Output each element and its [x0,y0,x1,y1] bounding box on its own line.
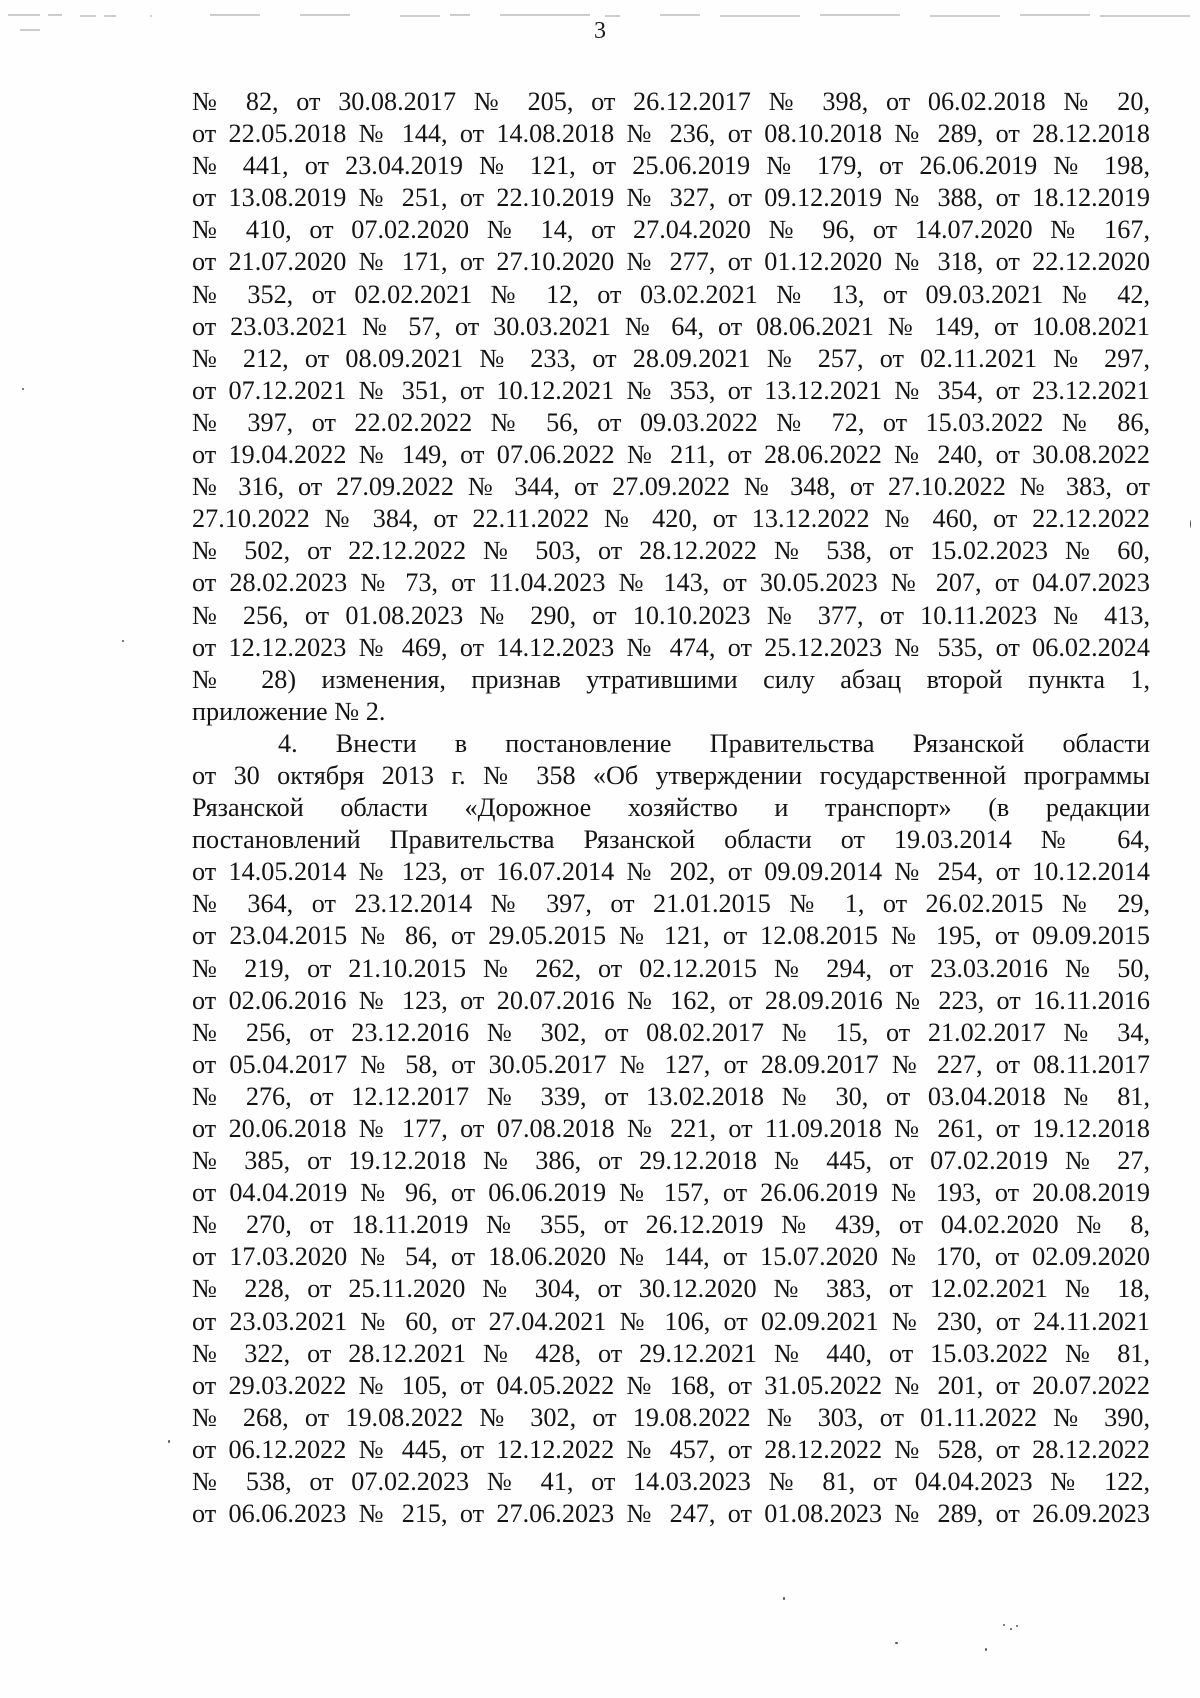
paragraph [192,86,1150,728]
text-line: приложение № 2. [192,696,386,726]
scan-artifact [122,640,124,642]
text-line: от 05.04.2017 № 58, от 30.05.2017 № 127, от 28.09.2017 № 227, от 08.11.2017 [192,1049,1150,1079]
text-line: от 13.08.2019 № 251, от 22.10.2019 № 327, от 09.12.2019 № 388, от 18.12.2019 [192,183,1150,213]
document-body [192,86,1150,1530]
text-line: № 28) изменения, признав утратившими силу абзац второй пункта 1, [192,664,1150,694]
scan-artifact [895,1642,898,1644]
text-line: № 228, от 25.11.2020 № 304, от 30.12.2020 № 383, от 12.02.2021 № 18, [192,1274,1150,1304]
text-line: от 23.03.2021 № 60, от 27.04.2021 № 106, от 02.09.2021 № 230, от 24.11.2021 [192,1306,1150,1336]
text-line: от 28.02.2023 № 73, от 11.04.2023 № 143, от 30.05.2023 № 207, от 04.07.2023 [192,568,1150,598]
scan-artifact [985,1648,987,1651]
text-line: 4. Внести в постановление Правительства Рязанской области [278,728,1150,758]
page-number: 3 [594,18,606,44]
text-line: № 212, от 08.09.2021 № 233, от 28.09.2021 № 257, от 02.11.2021 № 297, [192,343,1150,373]
scan-artifact [168,1440,170,1443]
scan-artifact [1016,1625,1018,1627]
text-line: от 29.03.2022 № 105, от 04.05.2022 № 168, от 31.05.2022 № 201, от 20.07.2022 [192,1370,1150,1400]
text-line: № 352, от 02.02.2021 № 12, от 03.02.2021 № 13, от 09.03.2021 № 42, [192,279,1150,309]
text-line: от 07.12.2021 № 351, от 10.12.2021 № 353, от 13.12.2021 № 354, от 23.12.2021 [192,375,1150,405]
text-line: № 270, от 18.11.2019 № 355, от 26.12.2019 № 439, от 04.02.2020 № 8, [192,1210,1150,1240]
text-line: от 17.03.2020 № 54, от 18.06.2020 № 144, от 15.07.2020 № 170, от 02.09.2020 [192,1242,1150,1272]
text-line: от 12.12.2023 № 469, от 14.12.2023 № 474, от 25.12.2023 № 535, от 06.02.2024 [192,632,1150,662]
text-line: № 441, от 23.04.2019 № 121, от 25.06.2019 № 179, от 26.06.2019 № 198, [192,151,1150,181]
text-line: № 256, от 01.08.2023 № 290, от 10.10.2023 № 377, от 10.11.2023 № 413, [192,600,1150,630]
text-line: № 276, от 12.12.2017 № 339, от 13.02.2018 № 30, от 03.04.2018 № 81, [192,1081,1150,1111]
text-line: от 04.04.2019 № 96, от 06.06.2019 № 157, от 26.06.2019 № 193, от 20.08.2019 [192,1178,1150,1208]
text-line: № 385, от 19.12.2018 № 386, от 29.12.2018 № 445, от 07.02.2019 № 27, [192,1146,1150,1176]
text-line: Рязанской области «Дорожное хозяйство и транспорт» (в редакции [192,793,1150,823]
scan-artifact [1190,520,1191,528]
text-line: № 502, от 22.12.2022 № 503, от 28.12.2022 № 538, от 15.02.2023 № 60, [192,536,1150,566]
text-line: № 364, от 23.12.2014 № 397, от 21.01.2015 № 1, от 26.02.2015 № 29, [192,889,1150,919]
paragraph [192,728,1150,1530]
text-line: № 397, от 22.02.2022 № 56, от 09.03.2022 № 72, от 15.03.2022 № 86, [192,407,1150,437]
text-line: от 22.05.2018 № 144, от 14.08.2018 № 236, от 08.10.2018 № 289, от 28.12.2018 [192,119,1150,149]
text-line: от 21.07.2020 № 171, от 27.10.2020 № 277, от 01.12.2020 № 318, от 22.12.2020 [192,247,1150,277]
text-line: № 410, от 07.02.2020 № 14, от 27.04.2020 № 96, от 14.07.2020 № 167, [192,215,1150,245]
text-line: № 219, от 21.10.2015 № 262, от 02.12.2015 № 294, от 23.03.2016 № 50, [192,953,1150,983]
text-line: от 30 октября 2013 г. № 358 «Об утверждении государственной программы [192,760,1150,790]
text-line: постановлений Правительства Рязанской области от 19.03.2014 № 64, [192,825,1150,855]
text-line: № 316, от 27.09.2022 № 344, от 27.09.2022 № 348, от 27.10.2022 № 383, от [192,472,1150,502]
text-line: от 14.05.2014 № 123, от 16.07.2014 № 202, от 09.09.2014 № 254, от 10.12.2014 [192,857,1150,887]
text-line: 27.10.2022 № 384, от 22.11.2022 № 420, от 13.12.2022 № 460, от 22.12.2022 [192,504,1150,534]
text-line: от 06.12.2022 № 445, от 12.12.2022 № 457, от 28.12.2022 № 528, от 28.12.2022 [192,1434,1150,1464]
scan-artifact [22,388,24,390]
text-line: от 23.04.2015 № 86, от 29.05.2015 № 121, от 12.08.2015 № 195, от 09.09.2015 [192,921,1150,951]
text-line: № 538, от 07.02.2023 № 41, от 14.03.2023 № 81, от 04.04.2023 № 122, [192,1467,1150,1497]
text-line: от 02.06.2016 № 123, от 20.07.2016 № 162, от 28.09.2016 № 223, от 16.11.2016 [192,985,1150,1015]
text-line: № 256, от 23.12.2016 № 302, от 08.02.2017 № 15, от 21.02.2017 № 34, [192,1017,1150,1047]
scan-artifact [1010,1628,1012,1630]
text-line: от 19.04.2022 № 149, от 07.06.2022 № 211, от 28.06.2022 № 240, от 30.08.2022 [192,440,1150,470]
text-line: № 268, от 19.08.2022 № 302, от 19.08.2022 № 303, от 01.11.2022 № 390, [192,1402,1150,1432]
text-line: от 06.06.2023 № 215, от 27.06.2023 № 247, от 01.08.2023 № 289, от 26.09.2023 [192,1499,1150,1529]
text-line: № 82, от 30.08.2017 № 205, от 26.12.2017 № 398, от 06.02.2018 № 20, [192,87,1150,116]
text-line: № 322, от 28.12.2021 № 428, от 29.12.2021 № 440, от 15.03.2022 № 81, [192,1338,1150,1368]
text-line: от 20.06.2018 № 177, от 07.08.2018 № 221, от 11.09.2018 № 261, от 19.12.2018 [192,1114,1150,1143]
scan-artifact [1003,1624,1005,1626]
scan-artifact [783,1597,785,1600]
text-line: от 23.03.2021 № 57, от 30.03.2021 № 64, от 08.06.2021 № 149, от 10.08.2021 [192,311,1150,341]
